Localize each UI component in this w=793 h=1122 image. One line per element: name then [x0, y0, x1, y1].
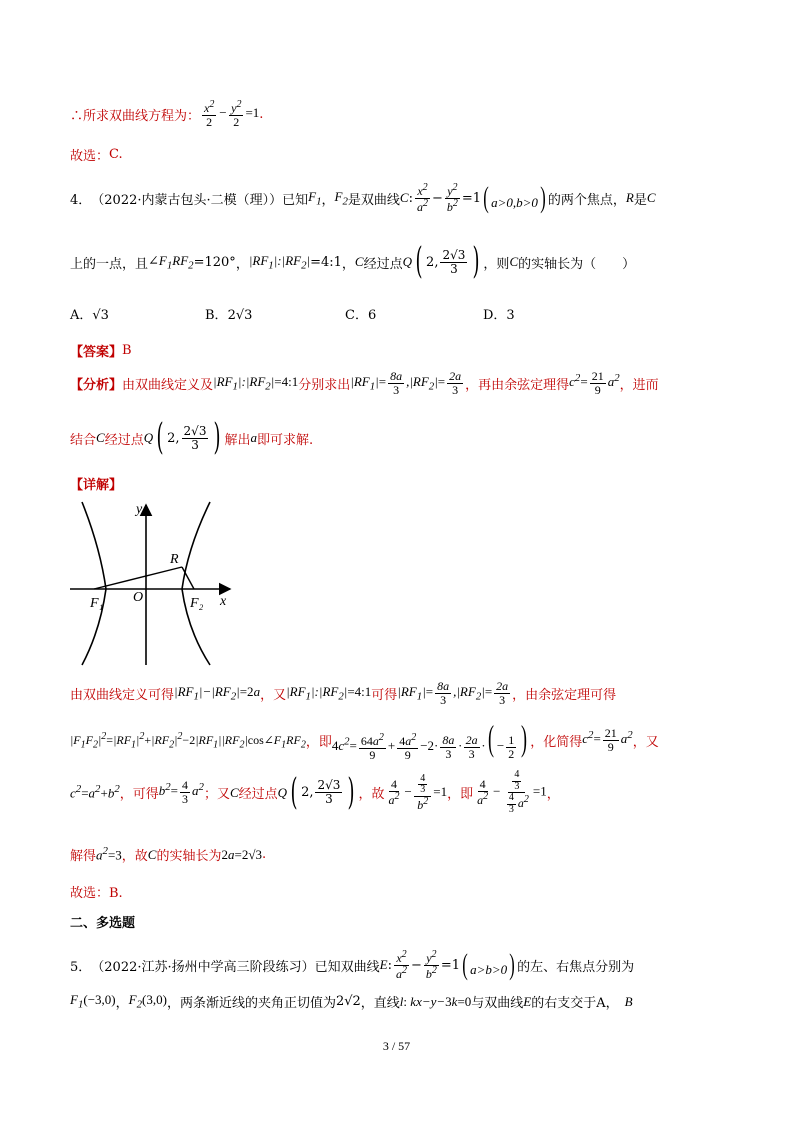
option-c: C．6	[345, 308, 377, 323]
conclusion-line	[70, 100, 263, 128]
detail-text: ，又	[260, 687, 287, 703]
options-line	[70, 304, 515, 323]
analysis-tag: 【分析】	[70, 377, 123, 393]
detail-text: ，即	[447, 787, 474, 802]
detail-text: 由双曲线定义可得	[70, 687, 175, 703]
answer-tag: 【答案】	[70, 345, 123, 360]
question-number: 5．	[70, 959, 92, 975]
conclusion-prefix: ∴所求双曲线方程为：	[70, 108, 201, 124]
analysis-text: 即可求解.	[257, 432, 314, 448]
q5-text: ，直线	[360, 996, 400, 1011]
q5-text: ，两条渐近线的夹角正切值为	[166, 996, 336, 1011]
analysis-text: 结合	[70, 432, 97, 448]
label-f2: F₂	[190, 596, 204, 611]
detail-line-4: 解得 $a^2=3$ ，故 C 的实轴长为 2a=2√3 .	[70, 845, 267, 864]
analysis-line-2: 结合 C 经过点 Q ( 2, $\frac{2√3}{3}$ ) 解出 a 即可求解.	[70, 417, 314, 458]
q4-text: ，则	[483, 256, 510, 272]
analysis-text: ，再由余弦定理得	[465, 377, 570, 393]
analysis-line-1: 【分析】 由双曲线定义及 $|RF_1|:|RF_2|=4:1$ 分别求出 $|RF_1|=$ $\frac{8a}{3}$ $,|RF_2|=$ $\frac{2a}{3}$ ，再由余弦定理得 $c^2=$ $\frac{21}{9}$ $a^2$ ，进而	[70, 369, 659, 397]
q4-text: ，	[235, 256, 249, 272]
question-5-line-2: $F_1(-3,0)$ ， $F_2(3,0)$ ，两条渐近线的夹角正切值为 2√2 ，直线 l: kx−y−3k=0 与双曲线 E 的右支交于A， B	[70, 992, 633, 1011]
detail-line-2: $|F_1F_2|^2=|RF_1|^2+|RF_2|^2-2|RF_1||RF_2|\cos\angle F_1RF_2$ ，即 $4c^2=$ $\frac{64a^2}{9}$ + $\frac{4a^2}{9}$ −2· $\frac{8a}{3}$ · $\frac{2a}{3}$ ·( − $\frac{1}{2}$ ) ，化简得 $c^2=$ $\frac{21}{9}$ $a^2$ ，又	[70, 718, 659, 762]
detail-text: 可得	[371, 687, 398, 703]
detail-text: ，故	[358, 787, 385, 802]
label-f1: F₁	[90, 596, 104, 611]
option-b: B．2√3	[205, 308, 253, 323]
detail-text: .	[261, 847, 267, 862]
analysis-text: 由双曲线定义及	[122, 377, 214, 393]
conclusion-suffix: .	[259, 106, 264, 122]
choice-answer: C.	[109, 147, 123, 162]
label-o: O	[133, 590, 144, 605]
answer-value: B	[122, 343, 132, 358]
analysis-text: 分别求出	[298, 377, 351, 393]
q5-text: ，	[115, 996, 129, 1011]
section-title	[70, 912, 135, 931]
q4-text: 是	[633, 192, 647, 208]
q4-text: ，	[341, 256, 355, 272]
question-5-line-1: 5． （2022·江苏·扬州中学高三阶段练习）已知双曲线 E : $\frac{x^2}{a^2}$ − $\frac{y^2}{b^2}$ =1 ( a>b>0) 的左、右焦点分别为	[70, 948, 635, 982]
detail-line	[70, 474, 122, 493]
q4-text: 经过点	[363, 256, 403, 272]
analysis-text: 解出	[224, 432, 251, 448]
question-number: 4．	[70, 192, 92, 208]
detail-text: ，故	[121, 849, 148, 864]
q5-text: 的左、右焦点分别为	[517, 959, 635, 975]
q4-text: 是双曲线	[347, 192, 400, 208]
q4-text: 的两个焦点，	[547, 192, 626, 208]
q4-text: 的实轴长为（ ）	[518, 256, 636, 272]
question-source: （2022·江苏·扬州中学高三阶段练习）已知双曲线	[91, 959, 380, 975]
hyperbola-equation: $\frac{x^2}{2}$ − $\frac{y^2}{2}$ =1	[204, 99, 260, 129]
q4-text: 上的一点，且	[70, 256, 149, 272]
answer-line	[70, 341, 132, 360]
choice-prefix: 故选：	[70, 149, 110, 164]
detail-text: ，即	[305, 735, 332, 751]
analysis-text: ，进而	[619, 377, 659, 393]
question-4-line-1: 4． （2022·内蒙古包头·二模（理））已知 $F_1$ ， $F_2$ 是双曲线 C : $\frac{x^2}{a^2}$ − $\frac{y^2}{b^2}$ =1 ( a>0,b>0) 的两个焦点， R 是 C	[70, 181, 656, 215]
detail-line-1: 由双曲线定义可得 $|RF_1|-|RF_2|=2a$ ，又 $|RF_1|:|RF_2|=4:1$ 可得 $|RF_1|=$ $\frac{8a}{3}$ $,|RF_2|=$ $\frac{2a}{3}$ ，由余弦定理可得	[70, 679, 617, 707]
section-title-text: 二、多选题	[70, 916, 136, 931]
right-branch	[182, 502, 210, 665]
segment-f1-r	[94, 567, 182, 589]
detail-text: 的实轴长为	[156, 849, 222, 864]
option-d: D．3	[483, 308, 515, 323]
detail-text: 故选：B.	[70, 886, 123, 901]
label-y: y	[136, 502, 143, 517]
detail-text: ，由余弦定理可得	[512, 687, 617, 703]
detail-text: ，	[546, 787, 560, 802]
label-x: x	[220, 594, 227, 609]
label-r: R	[170, 552, 179, 567]
left-branch	[82, 502, 106, 665]
detail-tag: 【详解】	[70, 478, 123, 493]
detail-text: ，可得	[119, 787, 159, 802]
question-4-line-2: 上的一点，且 $\angle F_1RF_2$ =120° ， $|RF_1|:|RF_2|$ =4:1 ， C 经过点 Q ( 2, $\frac{2√3}{3}$ ) ，则 C 的实轴长为（ ）	[70, 241, 636, 282]
detail-text: 解得	[70, 849, 97, 864]
q5-text: 的右支交于A，	[531, 996, 619, 1011]
analysis-text: 经过点	[104, 432, 144, 448]
detail-text: ；又	[203, 787, 230, 802]
detail-line-5	[70, 882, 123, 901]
question-source: （2022·内蒙古包头·二模（理））已知	[91, 192, 309, 208]
detail-text: ，又	[632, 735, 659, 751]
page-number: 3 / 57	[382, 1039, 411, 1053]
hyperbola-figure	[70, 497, 240, 667]
detail-text: 经过点	[238, 787, 278, 802]
detail-text: ，化简得	[530, 735, 583, 751]
choice-line	[70, 145, 123, 164]
q5-text: 与双曲线	[471, 996, 524, 1011]
detail-line-3: $c^2=a^2+b^2$ ，可得 $b^2=$ $\frac{4}{3}$ $a^2$ ；又 C 经过点 Q ( 2, $\frac{2√3}{3}$ ) ，故 $\frac{4}{a^2}$ − $\frac{\frac{4}{3}}{b^2}$ =1 ，即 $\frac{4}{a^2}$ − $\frac{4}{3}$ $\frac{4}{3}$ $a^2$ =1 ，	[70, 769, 560, 815]
option-a: A．√3	[70, 308, 109, 323]
